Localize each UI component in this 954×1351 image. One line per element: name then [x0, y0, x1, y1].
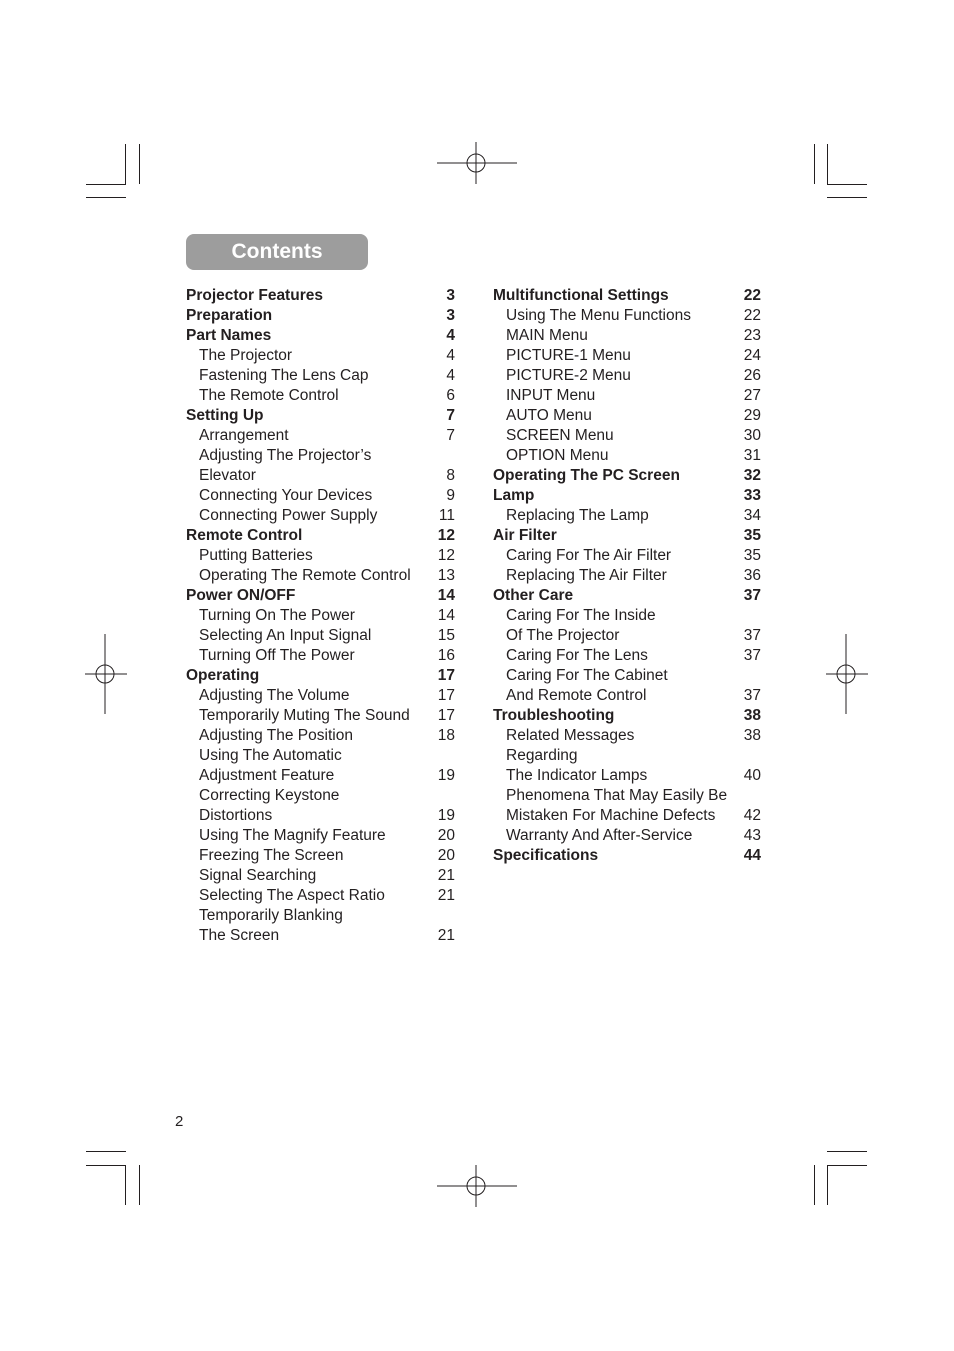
registration-mark-icon [85, 634, 127, 714]
toc-entry[interactable] [493, 626, 761, 646]
toc-entry[interactable] [493, 526, 761, 546]
toc-entry[interactable] [493, 606, 761, 626]
toc-entry-label: Arrangement [199, 427, 289, 444]
crop-mark [86, 1165, 126, 1166]
toc-entry[interactable] [186, 666, 455, 686]
toc-entry-label: Caring For The Air Filter [506, 547, 672, 564]
toc-entry-page: 37 [743, 687, 761, 704]
toc-entry-page: 12 [437, 547, 455, 564]
toc-entry[interactable] [186, 306, 455, 326]
toc-entry[interactable] [186, 406, 455, 426]
toc-entry-label: The Remote Control [199, 387, 339, 404]
toc-entry-label: Temporarily Blanking [199, 907, 343, 924]
toc-entry[interactable] [186, 286, 455, 306]
toc-entry-label: INPUT Menu [506, 387, 596, 404]
toc-entry[interactable] [186, 806, 455, 826]
toc-entry[interactable] [186, 886, 455, 906]
toc-entry-label: Specifications [493, 847, 599, 864]
toc-entry-label: Adjusting The Volume [199, 687, 350, 704]
toc-entry[interactable] [493, 406, 761, 426]
toc-entry[interactable] [186, 706, 455, 726]
crop-mark [827, 144, 828, 184]
toc-entry[interactable] [186, 466, 455, 486]
toc-entry-page: 9 [446, 487, 455, 504]
registration-mark-icon [437, 142, 517, 184]
toc-entry[interactable] [186, 766, 455, 786]
toc-entry[interactable] [493, 666, 761, 686]
toc-entry-label: Using The Magnify Feature [199, 827, 386, 844]
toc-entry[interactable] [186, 606, 455, 626]
toc-entry[interactable] [493, 466, 761, 486]
toc-entry-label: Preparation [186, 307, 273, 324]
toc-entry-label: Operating The Remote Control [199, 567, 411, 584]
toc-entry-label: Temporarily Muting The Sound [199, 707, 410, 724]
toc-entry[interactable] [186, 386, 455, 406]
crop-mark [827, 1165, 867, 1166]
toc-entry[interactable] [493, 446, 761, 466]
toc-entry[interactable] [493, 306, 761, 326]
toc-entry-page: 21 [437, 927, 455, 944]
toc-entry-page: 34 [743, 507, 761, 524]
toc-entry-page: 20 [437, 847, 455, 864]
crop-mark [827, 1151, 867, 1152]
toc-entry[interactable] [186, 486, 455, 506]
toc-entry-page: 8 [446, 467, 455, 484]
toc-entry-label: Air Filter [493, 527, 557, 544]
toc-entry[interactable] [186, 746, 455, 766]
crop-mark [125, 144, 126, 184]
toc-entry[interactable] [186, 326, 455, 346]
toc-right-column [493, 286, 761, 866]
toc-entry-label: Freezing The Screen [199, 847, 344, 864]
toc-entry[interactable] [493, 806, 761, 826]
toc-entry-page: 3 [446, 307, 455, 324]
contents-title-banner [186, 234, 368, 270]
toc-entry[interactable] [186, 366, 455, 386]
toc-entry-page: 7 [446, 427, 455, 444]
toc-entry[interactable] [493, 286, 761, 306]
toc-entry-page: 35 [743, 527, 761, 544]
toc-entry-label: PICTURE-2 Menu [506, 367, 631, 384]
toc-entry-label: Replacing The Air Filter [506, 567, 667, 584]
toc-entry[interactable] [186, 586, 455, 606]
toc-entry-page: 38 [743, 707, 761, 724]
toc-entry-label: Caring For The Inside [506, 607, 656, 624]
toc-entry-label: Power ON/OFF [186, 587, 296, 604]
crop-mark [139, 144, 140, 184]
toc-entry-label: Phenomena That May Easily Be [506, 787, 728, 804]
toc-entry[interactable] [493, 846, 761, 866]
toc-entry-label: Selecting The Aspect Ratio [199, 887, 385, 904]
toc-entry-label: Turning On The Power [199, 607, 355, 624]
toc-entry[interactable] [493, 646, 761, 666]
toc-entry-label: Operating The PC Screen [493, 467, 680, 484]
toc-entry-page: 31 [743, 447, 761, 464]
toc-entry-label: The Projector [199, 347, 293, 364]
toc-entry-page: 27 [743, 387, 761, 404]
toc-entry[interactable] [186, 526, 455, 546]
toc-entry-label: Warranty And After-Service [506, 827, 693, 844]
toc-entry-page: 32 [743, 467, 761, 484]
crop-mark [827, 1165, 828, 1205]
toc-entry[interactable] [186, 566, 455, 586]
page-title: Contents [231, 240, 323, 263]
toc-entry-page: 21 [437, 887, 455, 904]
toc-entry[interactable] [493, 686, 761, 706]
toc-entry-label: Adjusting The Position [199, 727, 353, 744]
toc-entry-page: 21 [437, 867, 455, 884]
registration-mark-icon [437, 1165, 517, 1207]
toc-entry-label: Selecting An Input Signal [199, 627, 372, 644]
toc-entry[interactable] [186, 726, 455, 746]
toc-entry-label: Lamp [493, 487, 535, 504]
toc-entry[interactable] [186, 926, 455, 946]
toc-entry[interactable] [186, 866, 455, 886]
toc-entry-label: Using The Menu Functions [506, 307, 691, 324]
toc-entry-page: 4 [446, 327, 455, 344]
crop-mark [814, 144, 815, 184]
toc-entry-page: 29 [743, 407, 761, 424]
toc-entry[interactable] [493, 386, 761, 406]
toc-entry[interactable] [493, 506, 761, 526]
crop-mark [86, 184, 126, 185]
toc-entry-label: Connecting Power Supply [199, 507, 378, 524]
toc-entry-label: Adjustment Feature [199, 767, 335, 784]
toc-entry[interactable] [493, 586, 761, 606]
toc-entry-label: SCREEN Menu [506, 427, 614, 444]
toc-entry[interactable] [186, 546, 455, 566]
crop-mark [125, 1165, 126, 1205]
toc-entry-page: 18 [437, 727, 455, 744]
toc-entry-label: Turning Off The Power [199, 647, 355, 664]
toc-entry-label: PICTURE-1 Menu [506, 347, 631, 364]
toc-entry-label: Troubleshooting [493, 707, 615, 724]
toc-entry-label: Multifunctional Settings [493, 287, 669, 304]
toc-entry-label: Using The Automatic [199, 747, 342, 764]
toc-entry-label: Related Messages [506, 727, 635, 744]
toc-entry-label: Part Names [186, 327, 272, 344]
toc-entry-label: Putting Batteries [199, 547, 313, 564]
toc-entry-page: 4 [446, 367, 455, 384]
toc-entry-label: The Indicator Lamps [506, 767, 648, 784]
toc-entry-label: Correcting Keystone [199, 787, 340, 804]
toc-entry-label: Replacing The Lamp [506, 507, 649, 524]
toc-entry[interactable] [493, 766, 761, 786]
toc-entry-page: 20 [437, 827, 455, 844]
toc-entry-label: Adjusting The Projector’s [199, 447, 372, 464]
toc-entry[interactable] [186, 346, 455, 366]
toc-entry-page: 16 [437, 647, 455, 664]
crop-mark [827, 184, 867, 185]
toc-entry-label: And Remote Control [506, 687, 647, 704]
toc-entry[interactable] [493, 366, 761, 386]
crop-mark [827, 197, 867, 198]
toc-entry-label: Of The Projector [506, 627, 620, 644]
toc-entry-page: 43 [743, 827, 761, 844]
toc-entry-label: Operating [186, 667, 260, 684]
toc-entry-page: 14 [437, 607, 455, 624]
toc-entry-label: Regarding [506, 747, 578, 764]
toc-entry-page: 19 [437, 767, 455, 784]
page-number: 2 [175, 1113, 184, 1130]
toc-entry[interactable] [186, 846, 455, 866]
toc-entry-page: 14 [437, 587, 455, 604]
toc-entry[interactable] [493, 326, 761, 346]
toc-entry[interactable] [493, 486, 761, 506]
toc-entry-label: Signal Searching [199, 867, 317, 884]
toc-entry-page: 6 [446, 387, 455, 404]
toc-entry-page: 13 [437, 567, 455, 584]
toc-entry-page: 11 [438, 507, 455, 524]
toc-entry-page: 17 [437, 667, 455, 684]
toc-entry-page: 4 [446, 347, 455, 364]
toc-entry[interactable] [186, 906, 455, 926]
toc-entry-page: 44 [743, 847, 761, 864]
toc-entry-page: 33 [743, 487, 761, 504]
toc-entry[interactable] [186, 426, 455, 446]
toc-entry-label: Distortions [199, 807, 273, 824]
toc-entry[interactable] [493, 546, 761, 566]
registration-mark-icon [826, 634, 868, 714]
toc-entry-label: Projector Features [186, 287, 323, 304]
toc-entry[interactable] [186, 786, 455, 806]
toc-entry[interactable] [493, 426, 761, 446]
toc-entry-page: 37 [743, 647, 761, 664]
toc-entry-page: 40 [743, 767, 761, 784]
toc-entry-page: 30 [743, 427, 761, 444]
toc-entry[interactable] [186, 646, 455, 666]
crop-mark [86, 197, 126, 198]
toc-entry-page: 17 [437, 687, 455, 704]
toc-entry-page: 37 [743, 627, 761, 644]
toc-entry-label: MAIN Menu [506, 327, 588, 344]
toc-entry-page: 3 [446, 287, 455, 304]
toc-entry-page: 17 [437, 707, 455, 724]
toc-entry-page: 23 [743, 327, 761, 344]
toc-entry-label: Connecting Your Devices [199, 487, 373, 504]
toc-entry-page: 12 [437, 527, 455, 544]
toc-entry[interactable] [493, 826, 761, 846]
toc-entry-label: The Screen [199, 927, 280, 944]
toc-entry-page: 22 [743, 307, 761, 324]
toc-entry[interactable] [186, 686, 455, 706]
toc-entry[interactable] [186, 506, 455, 526]
toc-entry-label: Setting Up [186, 407, 264, 424]
crop-mark [139, 1165, 140, 1205]
toc-entry[interactable] [493, 706, 761, 726]
toc-entry[interactable] [493, 786, 761, 806]
toc-entry[interactable] [493, 746, 761, 766]
toc-entry-label: OPTION Menu [506, 447, 609, 464]
toc-entry-page: 15 [437, 627, 455, 644]
toc-entry-label: AUTO Menu [506, 407, 592, 424]
toc-entry-page: 38 [743, 727, 761, 744]
toc-entry[interactable] [493, 566, 761, 586]
toc-entry-page: 42 [743, 807, 761, 824]
toc-entry[interactable] [493, 346, 761, 366]
toc-entry-page: 26 [743, 367, 761, 384]
toc-entry[interactable] [186, 446, 455, 466]
toc-entry-label: Mistaken For Machine Defects [506, 807, 716, 824]
toc-entry-page: 35 [743, 547, 761, 564]
toc-entry-page: 36 [743, 567, 761, 584]
toc-entry-label: Caring For The Cabinet [506, 667, 668, 684]
toc-entry-page: 22 [743, 287, 761, 304]
crop-mark [814, 1165, 815, 1205]
toc-entry-page: 7 [446, 407, 455, 424]
crop-mark [86, 1151, 126, 1152]
toc-entry[interactable] [186, 626, 455, 646]
toc-entry-label: Caring For The Lens [506, 647, 648, 664]
toc-entry-page: 24 [743, 347, 761, 364]
toc-entry-label: Remote Control [186, 527, 303, 544]
toc-entry[interactable] [493, 726, 761, 746]
toc-entry-label: Other Care [493, 587, 574, 604]
toc-entry[interactable] [186, 826, 455, 846]
toc-entry-label: Fastening The Lens Cap [199, 367, 369, 384]
toc-entry-page: 37 [743, 587, 761, 604]
toc-left-column [186, 286, 455, 946]
toc-entry-label: Elevator [199, 467, 256, 484]
toc-entry-page: 19 [437, 807, 455, 824]
